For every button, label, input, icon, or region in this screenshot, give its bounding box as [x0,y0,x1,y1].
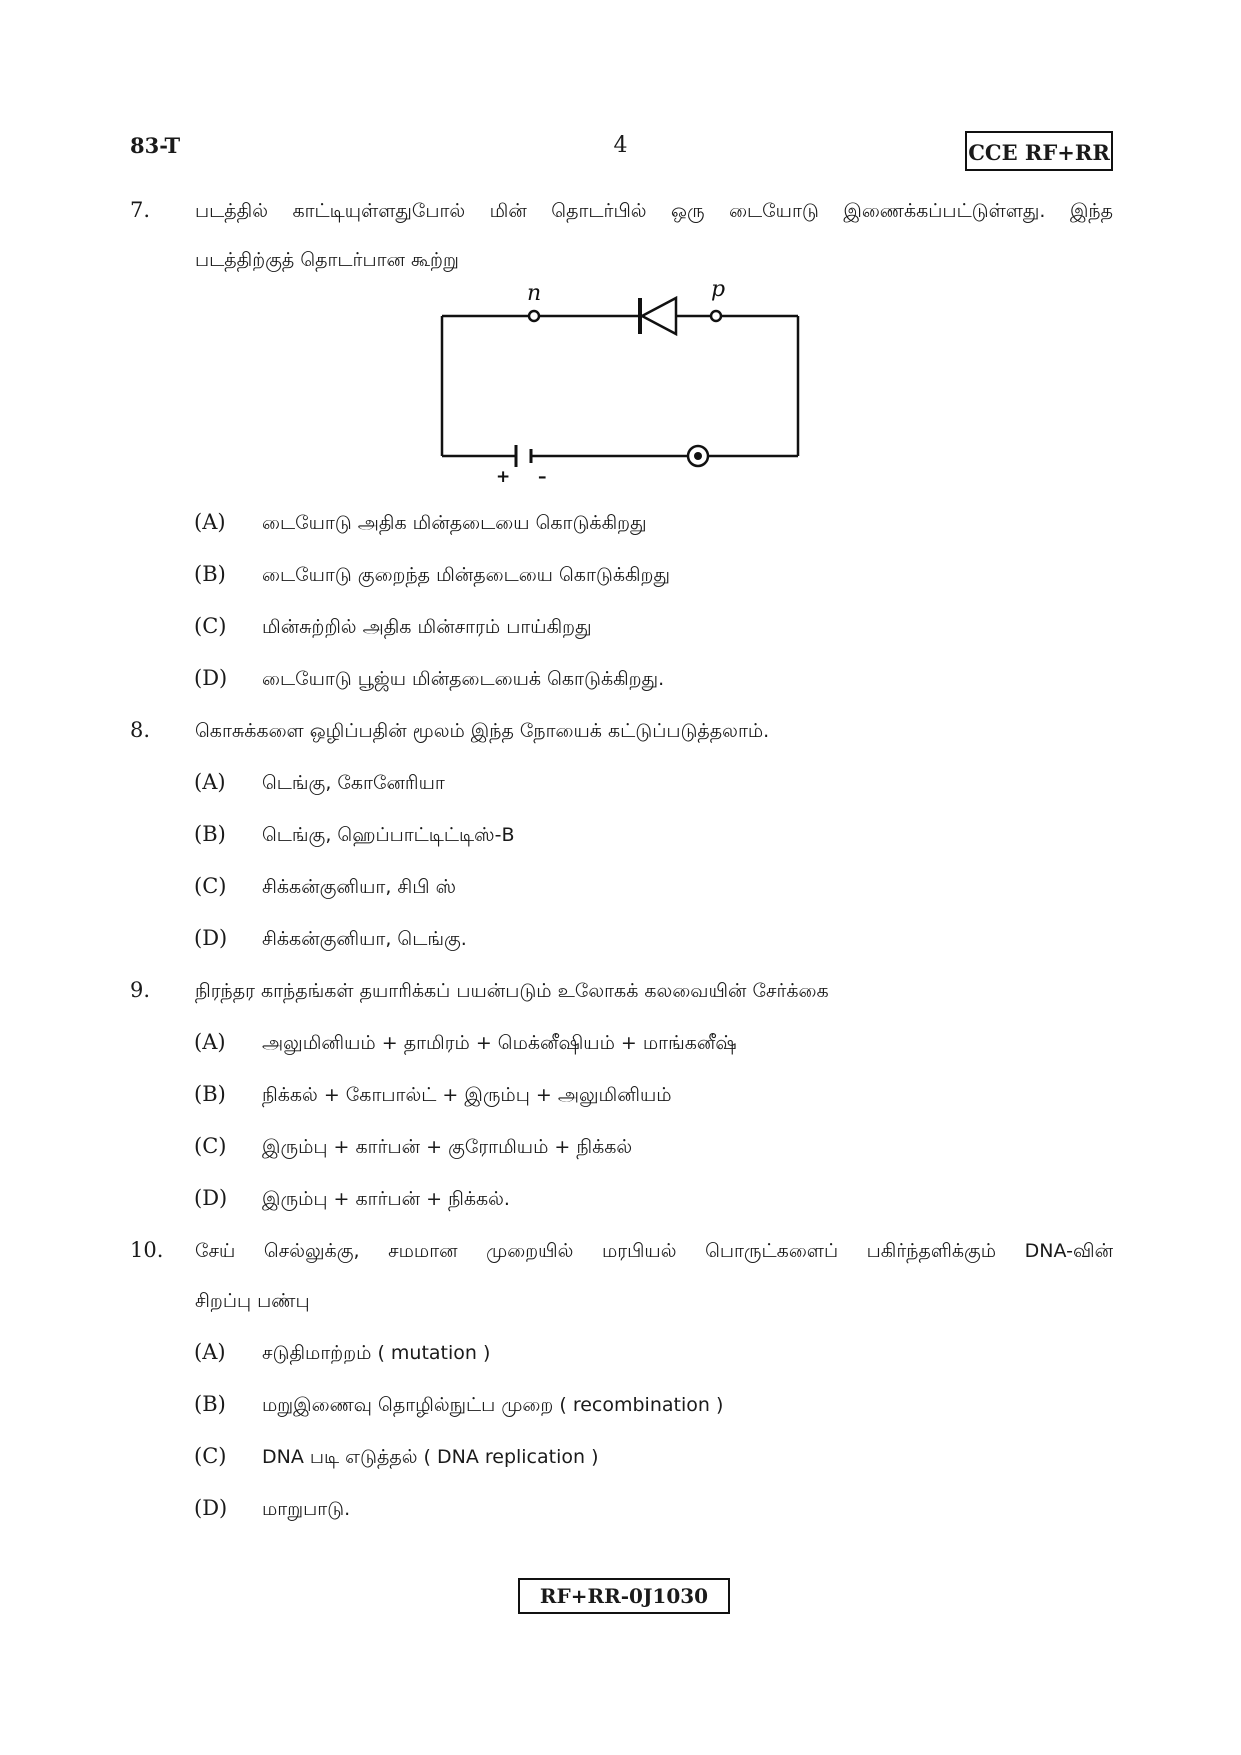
q10-option-d-text: மாறுபாடு. [262,1498,351,1520]
q10-option-d-label: (D) [194,1496,228,1520]
terminal-n [529,311,539,321]
question-10-text-line1: சேய் செல்லுக்கு, சமமான முறையில் மரபியல் பொருட்களைப் பகிர்ந்தளிக்கும் DNA-வின் [195,1240,1113,1262]
q10-option-b-text: மறுஇணைவு தொழில்நுட்ப முறை ( recombination ) [262,1394,724,1416]
q8-option-c-text: சிக்கன்குனியா, சிபி ஸ் [262,876,457,898]
q9-option-b-text: நிக்கல் + கோபால்ட் + இரும்பு + அலுமினியம் [262,1084,672,1106]
terminal-p [711,311,721,321]
bulb-center [694,452,702,460]
q7-option-c-label: (C) [194,614,227,638]
q8-option-a-text: டெங்கு, கோனேரியா [262,772,445,794]
q7-option-d-label: (D) [194,666,228,690]
question-7-text-line1: படத்தில் காட்டியுள்ளதுபோல் மின் தொடர்பில் ஒரு டையோடு இணைக்கப்பட்டுள்ளது. இந்த [195,200,1113,222]
footer-paper-code: RF+RR-0J1030 [518,1578,730,1614]
q10-option-a-label: (A) [194,1340,226,1364]
q8-option-a-label: (A) [194,770,226,794]
label-n: n [527,281,542,306]
question-9-text: நிரந்தர காந்தங்கள் தயாரிக்கப் பயன்படும் உலோகக் கலவையின் சேர்க்கை [195,980,829,1002]
question-10-text-line2: சிறப்பு பண்பு [195,1290,310,1312]
q8-option-b-label: (B) [194,822,226,846]
q10-option-c-label: (C) [194,1444,227,1468]
q7-option-c-text: மின்சுற்றில் அதிக மின்சாரம் பாய்கிறது [262,616,592,638]
question-8-text: கொசுக்களை ஒழிப்பதின் மூலம் இந்த நோயைக் கட்டுப்படுத்தலாம். [195,720,770,742]
q7-option-a-label: (A) [194,510,226,534]
q9-option-d-label: (D) [194,1186,228,1210]
q8-option-d-text: சிக்கன்குனியா, டெங்கு. [262,928,467,950]
question-8-number: 8. [130,718,151,742]
paper-code: 83-T [130,133,181,158]
q7-option-b-label: (B) [194,562,226,586]
q9-option-c-label: (C) [194,1134,227,1158]
exam-code-box: CCE RF+RR [965,131,1113,171]
q9-option-c-text: இரும்பு + கார்பன் + குரோமியம் + நிக்கல் [262,1136,633,1158]
label-plus: + [496,467,511,487]
question-9-number: 9. [130,978,151,1002]
question-7-number: 7. [130,198,151,222]
q8-option-d-label: (D) [194,926,228,950]
page-number: 4 [613,133,628,158]
q8-option-b-text: டெங்கு, ஹெப்பாட்டிட்டிஸ்-B [262,824,515,846]
question-10-number: 10. [130,1238,164,1262]
q9-option-b-label: (B) [194,1082,226,1106]
diode-circuit-diagram [430,270,810,490]
label-p: p [711,277,726,302]
q10-option-c-text: DNA படி எடுத்தல் ( DNA replication ) [262,1446,599,1468]
q9-option-a-label: (A) [194,1030,226,1054]
label-minus: – [538,467,547,487]
q7-option-d-text: டையோடு பூஜ்ய மின்தடையைக் கொடுக்கிறது. [262,668,665,690]
q9-option-a-text: அலுமினியம் + தாமிரம் + மெக்னீஷியம் + மாங்கனீஷ் [262,1032,737,1054]
q7-option-b-text: டையோடு குறைந்த மின்தடையை கொடுக்கிறது [262,564,670,586]
diode-triangle [642,298,676,334]
question-7-text-line2: படத்திற்குத் தொடர்பான கூற்று [195,249,459,271]
q10-option-b-label: (B) [194,1392,226,1416]
q7-option-a-text: டையோடு அதிக மின்தடையை கொடுக்கிறது [262,512,647,534]
q10-option-a-text: சடுதிமாற்றம் ( mutation ) [262,1342,491,1364]
q8-option-c-label: (C) [194,874,227,898]
q9-option-d-text: இரும்பு + கார்பன் + நிக்கல். [262,1188,510,1210]
